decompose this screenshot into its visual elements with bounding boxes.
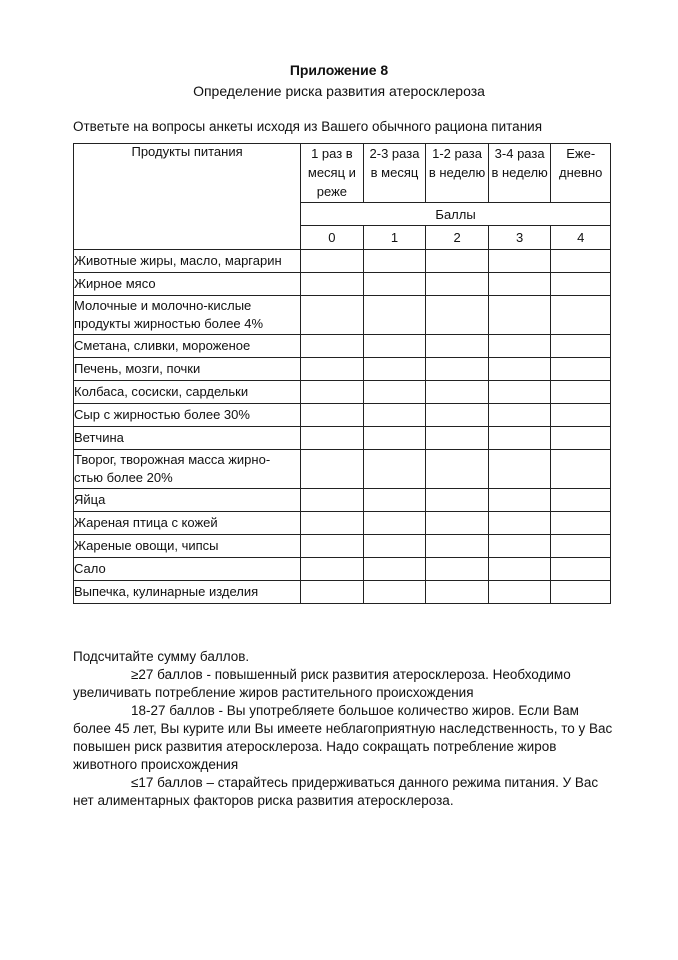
product-name-line: Животные жиры, масло, маргарин — [74, 253, 282, 268]
answer-cell[interactable] — [301, 296, 364, 335]
survey-body — [74, 250, 611, 604]
answer-cell[interactable] — [301, 427, 364, 450]
answer-cell[interactable] — [426, 558, 489, 581]
product-row — [74, 335, 611, 358]
product-name — [74, 358, 301, 381]
answer-cell[interactable] — [301, 581, 364, 604]
product-row — [74, 273, 611, 296]
answer-cell[interactable] — [363, 512, 426, 535]
answer-cell[interactable] — [551, 450, 611, 489]
scoring-notes — [73, 648, 613, 810]
answer-cell[interactable] — [363, 273, 426, 296]
answer-cell[interactable] — [301, 489, 364, 512]
product-name-line: стью более 20% — [74, 470, 173, 485]
product-row — [74, 381, 611, 404]
answer-cell[interactable] — [426, 512, 489, 535]
answer-cell[interactable] — [488, 273, 551, 296]
instruction-text: Ответьте на вопросы анкеты исходя из Вашего обычного рациона питания — [73, 119, 542, 134]
product-name — [74, 558, 301, 581]
product-column-header: Продукты питания — [74, 144, 301, 250]
frequency-header-line: 1-2 раза — [432, 146, 482, 161]
product-name — [74, 427, 301, 450]
frequency-header — [301, 144, 364, 203]
answer-cell[interactable] — [426, 381, 489, 404]
frequency-header-line: 2-3 раза — [369, 146, 420, 161]
answer-cell[interactable] — [426, 250, 489, 273]
product-name-line: Творог, творожная масса жирно- — [74, 452, 271, 467]
frequency-header-row — [74, 144, 611, 203]
score-value: 3 — [488, 226, 551, 250]
frequency-header-line: в неделю — [491, 165, 548, 180]
answer-cell[interactable] — [301, 381, 364, 404]
score-value: 2 — [426, 226, 489, 250]
frequency-header — [363, 144, 426, 203]
answer-cell[interactable] — [426, 335, 489, 358]
product-row — [74, 404, 611, 427]
product-name — [74, 381, 301, 404]
product-name-line: Печень, мозги, почки — [74, 361, 201, 376]
frequency-header-line: 1 раз в — [311, 146, 353, 161]
product-name — [74, 581, 301, 604]
score-value: 1 — [363, 226, 426, 250]
answer-cell[interactable] — [426, 296, 489, 335]
low-risk-note: ≤17 баллов – старайтесь придерживаться данного режима питания. У Вас нет алиментарных факторов риска развития атеросклероза. — [73, 775, 599, 808]
frequency-header-line: в неделю — [428, 165, 486, 180]
answer-cell[interactable] — [488, 358, 551, 381]
answer-cell[interactable] — [551, 358, 611, 381]
answer-cell[interactable] — [551, 381, 611, 404]
page-title: Приложение 8 — [289, 62, 389, 78]
product-name — [74, 450, 301, 489]
frequency-header-line: Еже- — [566, 146, 596, 161]
answer-cell[interactable] — [363, 250, 426, 273]
answer-cell[interactable] — [426, 489, 489, 512]
answer-cell[interactable] — [363, 358, 426, 381]
answer-cell[interactable] — [301, 335, 364, 358]
answer-cell[interactable] — [551, 335, 611, 358]
answer-cell[interactable] — [426, 535, 489, 558]
answer-cell[interactable] — [488, 450, 551, 489]
answer-cell[interactable] — [551, 512, 611, 535]
product-name-line: Сыр с жирностью более 30% — [74, 407, 250, 422]
product-name-line: Выпечка, кулинарные изделия — [74, 584, 259, 599]
frequency-header-line: дневно — [559, 165, 603, 180]
answer-cell[interactable] — [301, 450, 364, 489]
product-row — [74, 450, 611, 489]
product-name-line: Жареная птица с кожей — [74, 515, 218, 530]
answer-cell[interactable] — [363, 535, 426, 558]
frequency-header-line: 3-4 раза — [494, 146, 545, 161]
product-name-line: продукты жирностью более 4% — [74, 316, 264, 331]
product-row — [74, 535, 611, 558]
answer-cell[interactable] — [488, 296, 551, 335]
answer-cell[interactable] — [363, 381, 426, 404]
product-name — [74, 296, 301, 335]
product-row — [74, 296, 611, 335]
answer-cell[interactable] — [488, 512, 551, 535]
answer-cell[interactable] — [551, 404, 611, 427]
product-row — [74, 581, 611, 604]
product-name — [74, 335, 301, 358]
product-row — [74, 489, 611, 512]
answer-cell[interactable] — [551, 273, 611, 296]
answer-cell[interactable] — [363, 581, 426, 604]
answer-cell[interactable] — [301, 535, 364, 558]
answer-cell[interactable] — [426, 404, 489, 427]
product-row — [74, 427, 611, 450]
answer-cell[interactable] — [551, 427, 611, 450]
product-name-line: Яйца — [74, 492, 106, 507]
answer-cell[interactable] — [488, 250, 551, 273]
page-subtitle: Определение риска развития атеросклероза — [193, 83, 485, 99]
answer-cell[interactable] — [488, 535, 551, 558]
answer-cell[interactable] — [426, 358, 489, 381]
product-row — [74, 250, 611, 273]
survey-table — [73, 143, 611, 604]
answer-cell[interactable] — [426, 581, 489, 604]
product-name — [74, 250, 301, 273]
product-name-line: Сало — [74, 561, 106, 576]
answer-cell[interactable] — [363, 450, 426, 489]
answer-cell[interactable] — [488, 581, 551, 604]
frequency-header — [426, 144, 489, 203]
answer-cell[interactable] — [426, 450, 489, 489]
product-row — [74, 558, 611, 581]
score-value: 4 — [551, 226, 611, 250]
score-value: 0 — [301, 226, 364, 250]
frequency-header — [551, 144, 611, 203]
product-name-line: Колбаса, сосиски, сардельки — [74, 384, 249, 399]
product-name — [74, 404, 301, 427]
high-risk-note: ≥27 баллов - повышенный риск развития атеросклероза. Необходимо увеличивать потребление жиров растительного происхождения — [73, 667, 571, 700]
product-row — [74, 512, 611, 535]
answer-cell[interactable] — [301, 404, 364, 427]
answer-cell[interactable] — [488, 489, 551, 512]
product-name — [74, 512, 301, 535]
answer-cell[interactable] — [301, 358, 364, 381]
frequency-header — [488, 144, 551, 203]
answer-cell[interactable] — [551, 558, 611, 581]
answer-cell[interactable] — [488, 404, 551, 427]
answer-cell[interactable] — [301, 512, 364, 535]
answer-cell[interactable] — [551, 581, 611, 604]
product-name — [74, 535, 301, 558]
medium-risk-note: 18-27 баллов - Вы употребляете большое количество жиров. Если Вам более 45 лет, Вы курите или Вы имеете неблагоприятную наследственность, то у Вас повышен риск развития атеросклероза. Надо сокращать потребление жиров животного происхождения — [73, 703, 613, 772]
product-row — [74, 358, 611, 381]
product-name-line: Жареные овощи, чипсы — [74, 538, 219, 553]
answer-cell[interactable] — [363, 296, 426, 335]
answer-cell[interactable] — [488, 381, 551, 404]
answer-cell[interactable] — [363, 427, 426, 450]
answer-cell[interactable] — [551, 296, 611, 335]
frequency-header-line: реже — [316, 184, 348, 199]
product-name — [74, 273, 301, 296]
sum-instruction: Подсчитайте сумму баллов. — [73, 649, 250, 664]
frequency-header-line: месяц и — [307, 165, 356, 180]
answer-cell[interactable] — [363, 404, 426, 427]
answer-cell[interactable] — [301, 558, 364, 581]
answer-cell[interactable] — [301, 250, 364, 273]
answer-cell[interactable] — [488, 335, 551, 358]
answer-cell[interactable] — [551, 535, 611, 558]
frequency-header-line: в месяц — [370, 165, 419, 180]
product-name-line: Жирное мясо — [74, 276, 156, 291]
answer-cell[interactable] — [301, 273, 364, 296]
score-header: Баллы — [301, 203, 611, 226]
answer-cell[interactable] — [551, 489, 611, 512]
answer-cell[interactable] — [426, 427, 489, 450]
answer-cell[interactable] — [488, 427, 551, 450]
answer-cell[interactable] — [488, 558, 551, 581]
answer-cell[interactable] — [363, 489, 426, 512]
answer-cell[interactable] — [551, 250, 611, 273]
product-name-line: Ветчина — [74, 430, 124, 445]
product-name-line: Молочные и молочно-кислые — [74, 298, 252, 313]
answer-cell[interactable] — [426, 273, 489, 296]
answer-cell[interactable] — [363, 335, 426, 358]
product-name — [74, 489, 301, 512]
answer-cell[interactable] — [363, 558, 426, 581]
product-name-line: Сметана, сливки, мороженое — [74, 338, 251, 353]
